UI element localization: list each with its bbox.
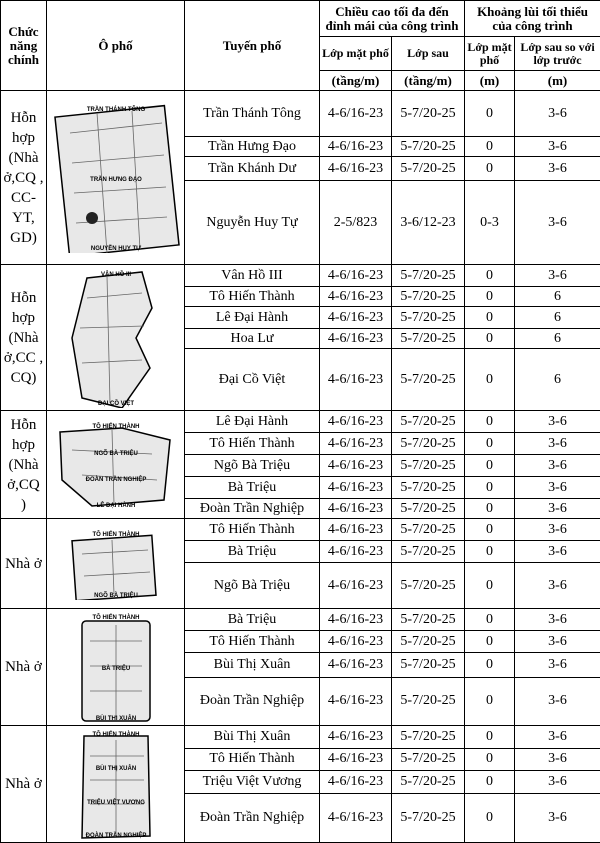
setback-front-cell: 0 (465, 287, 515, 307)
height-back-cell: 5-7/20-25 (392, 287, 465, 307)
height-front-cell: 4-6/16-23 (320, 433, 392, 455)
setback-back-cell: 3-6 (515, 157, 600, 181)
header-setback: Khoảng lùi tối thiểu của công trình (465, 1, 600, 37)
map-street-label: VÂN HỒ III (100, 271, 130, 278)
setback-back-cell: 3-6 (515, 609, 600, 631)
street-cell: Ngõ Bà Triệu (185, 563, 320, 609)
street-cell: Trần Hưng Đạo (185, 137, 320, 157)
setback-back-cell: 6 (515, 349, 600, 411)
header-height-back: Lớp sau (392, 37, 465, 71)
setback-back-cell: 3-6 (515, 181, 600, 265)
height-front-cell: 4-6/16-23 (320, 91, 392, 137)
height-back-cell: 5-7/20-25 (392, 793, 465, 842)
setback-back-cell: 3-6 (515, 631, 600, 653)
unit-setback-front: (m) (465, 71, 515, 91)
height-front-cell: 4-6/16-23 (320, 563, 392, 609)
setback-front-cell: 0-3 (465, 181, 515, 265)
setback-front-cell: 0 (465, 677, 515, 725)
map-street-label: TRIỆU VIỆT VƯƠNG (87, 798, 145, 806)
setback-back-cell: 3-6 (515, 477, 600, 499)
setback-front-cell: 0 (465, 137, 515, 157)
setback-back-cell: 6 (515, 307, 600, 329)
setback-back-cell: 3-6 (515, 541, 600, 563)
block-map (47, 91, 185, 265)
street-cell: Nguyễn Huy Tự (185, 181, 320, 265)
function-cell: Hỗn hợp (Nhà ở,CQ , CC- YT, GD) (1, 91, 47, 265)
header-height-front: Lớp mặt phố (320, 37, 392, 71)
table-row (1, 265, 600, 287)
setback-front-cell: 0 (465, 631, 515, 653)
block-map-image (52, 528, 180, 600)
setback-back-cell: 3-6 (515, 563, 600, 609)
setback-front-cell: 0 (465, 433, 515, 455)
map-street-label: TÔ HIẾN THÀNH (92, 530, 139, 538)
setback-front-cell: 0 (465, 499, 515, 519)
height-front-cell: 4-6/16-23 (320, 726, 392, 749)
block-map (47, 726, 185, 843)
function-cell: Nhà ở (1, 609, 47, 726)
height-front-cell: 4-6/16-23 (320, 411, 392, 433)
unit-height-front: (tầng/m) (320, 71, 392, 91)
function-cell: Hỗn hợp (Nhà ở,CC , CQ) (1, 265, 47, 411)
street-cell: Ngõ Bà Triệu (185, 455, 320, 477)
setback-front-cell: 0 (465, 748, 515, 771)
block-map-image (52, 420, 180, 510)
table-row (1, 609, 600, 631)
table-row (1, 91, 600, 137)
setback-back-cell: 6 (515, 329, 600, 349)
street-cell: Đoàn Trần Nghiệp (185, 793, 320, 842)
setback-front-cell: 0 (465, 653, 515, 677)
street-cell: Triệu Việt Vương (185, 771, 320, 794)
height-front-cell: 4-6/16-23 (320, 541, 392, 563)
height-back-cell: 5-7/20-25 (392, 519, 465, 541)
street-cell: Trần Khánh Dư (185, 157, 320, 181)
height-back-cell: 5-7/20-25 (392, 91, 465, 137)
street-cell: Tô Hiến Thành (185, 631, 320, 653)
street-cell: Hoa Lư (185, 329, 320, 349)
height-back-cell: 5-7/20-25 (392, 541, 465, 563)
height-back-cell: 5-7/20-25 (392, 157, 465, 181)
street-cell: Đoàn Trần Nghiệp (185, 677, 320, 725)
block-map (47, 265, 185, 411)
height-back-cell: 5-7/20-25 (392, 411, 465, 433)
block-map-image (52, 611, 180, 723)
setback-back-cell: 3-6 (515, 519, 600, 541)
setback-front-cell: 0 (465, 91, 515, 137)
street-cell: Lê Đại Hành (185, 307, 320, 329)
height-front-cell: 4-6/16-23 (320, 157, 392, 181)
setback-back-cell: 3-6 (515, 455, 600, 477)
unit-height-back: (tầng/m) (392, 71, 465, 91)
height-back-cell: 5-7/20-25 (392, 609, 465, 631)
map-street-label: NGUYỄN HUY TỰ (90, 245, 140, 252)
height-front-cell: 4-6/16-23 (320, 771, 392, 794)
street-cell: Bà Triệu (185, 477, 320, 499)
street-cell: Tô Hiến Thành (185, 519, 320, 541)
header-street: Tuyến phố (185, 1, 320, 91)
height-back-cell: 3-6/12-23 (392, 181, 465, 265)
height-back-cell: 5-7/20-25 (392, 631, 465, 653)
height-front-cell: 4-6/16-23 (320, 477, 392, 499)
street-cell: Lê Đại Hành (185, 411, 320, 433)
setback-front-cell: 0 (465, 349, 515, 411)
height-front-cell: 4-6/16-23 (320, 329, 392, 349)
table-body (1, 91, 600, 843)
height-front-cell: 4-6/16-23 (320, 137, 392, 157)
setback-front-cell: 0 (465, 265, 515, 287)
header-setback-back: Lớp sau so với lớp trước (515, 37, 600, 71)
setback-front-cell: 0 (465, 726, 515, 749)
height-back-cell: 5-7/20-25 (392, 477, 465, 499)
setback-front-cell: 0 (465, 307, 515, 329)
map-street-label: TRẦN HƯNG ĐẠO (90, 176, 142, 183)
setback-back-cell: 3-6 (515, 793, 600, 842)
height-back-cell: 5-7/20-25 (392, 748, 465, 771)
map-street-label: NGÕ BÀ TRIỆU (94, 449, 138, 457)
height-front-cell: 4-6/16-23 (320, 677, 392, 725)
street-cell: Vân Hồ III (185, 265, 320, 287)
block-map-image (52, 268, 180, 408)
height-front-cell: 4-6/16-23 (320, 455, 392, 477)
block-map (47, 609, 185, 726)
setback-back-cell: 3-6 (515, 771, 600, 794)
setback-front-cell: 0 (465, 411, 515, 433)
setback-front-cell: 0 (465, 563, 515, 609)
street-cell: Bà Triệu (185, 609, 320, 631)
setback-back-cell: 3-6 (515, 748, 600, 771)
header-block: Ô phố (47, 1, 185, 91)
setback-back-cell: 3-6 (515, 91, 600, 137)
setback-front-cell: 0 (465, 157, 515, 181)
setback-back-cell: 3-6 (515, 411, 600, 433)
map-street-label: TRẦN THÁNH TÔNG (86, 105, 145, 113)
height-back-cell: 5-7/20-25 (392, 265, 465, 287)
map-street-label: TÔ HIẾN THÀNH (92, 730, 139, 738)
setback-front-cell: 0 (465, 329, 515, 349)
setback-back-cell: 6 (515, 287, 600, 307)
header-height: Chiều cao tối đa đến đỉnh mái của công trình (320, 1, 465, 37)
map-street-label: ĐẠI CỒ VIỆT (97, 399, 133, 407)
height-back-cell: 5-7/20-25 (392, 349, 465, 411)
street-cell: Đoàn Trần Nghiệp (185, 499, 320, 519)
map-street-label: ĐOÀN TRẦN NGHIỆP (85, 831, 146, 839)
height-back-cell: 5-7/20-25 (392, 307, 465, 329)
map-street-label: BÙI THỊ XUÂN (95, 765, 135, 772)
height-front-cell: 4-6/16-23 (320, 653, 392, 677)
street-cell: Trần Thánh Tông (185, 91, 320, 137)
height-back-cell: 5-7/20-25 (392, 653, 465, 677)
block-map (47, 519, 185, 609)
header-function: Chức năng chính (1, 1, 47, 91)
setback-front-cell: 0 (465, 793, 515, 842)
height-back-cell: 5-7/20-25 (392, 455, 465, 477)
height-back-cell: 5-7/20-25 (392, 499, 465, 519)
map-street-label: TÔ HIẾN THÀNH (92, 613, 139, 621)
block-map-image (52, 103, 180, 253)
street-cell: Đại Cồ Việt (185, 349, 320, 411)
height-back-cell: 5-7/20-25 (392, 771, 465, 794)
setback-back-cell: 3-6 (515, 726, 600, 749)
height-front-cell: 4-6/16-23 (320, 307, 392, 329)
setback-front-cell: 0 (465, 477, 515, 499)
height-front-cell: 2-5/823 (320, 181, 392, 265)
height-front-cell: 4-6/16-23 (320, 287, 392, 307)
height-back-cell: 5-7/20-25 (392, 677, 465, 725)
height-front-cell: 4-6/16-23 (320, 265, 392, 287)
street-cell: Bùi Thị Xuân (185, 726, 320, 749)
table-row (1, 726, 600, 749)
function-cell: Hỗn hợp (Nhà ở,CQ ) (1, 411, 47, 519)
map-street-label: LÊ ĐẠI HÀNH (96, 501, 135, 509)
height-front-cell: 4-6/16-23 (320, 349, 392, 411)
map-street-label: BÙI THỊ XUÂN (95, 715, 135, 722)
height-front-cell: 4-6/16-23 (320, 748, 392, 771)
street-cell: Tô Hiến Thành (185, 748, 320, 771)
height-back-cell: 5-7/20-25 (392, 433, 465, 455)
map-street-label: TÔ HIẾN THÀNH (92, 422, 139, 430)
street-cell: Bà Triệu (185, 541, 320, 563)
setback-front-cell: 0 (465, 609, 515, 631)
map-street-label: NGÕ BÀ TRIỆU (94, 591, 138, 599)
street-cell: Tô Hiến Thành (185, 287, 320, 307)
function-cell: Nhà ở (1, 726, 47, 843)
height-front-cell: 4-6/16-23 (320, 499, 392, 519)
height-front-cell: 4-6/16-23 (320, 609, 392, 631)
height-back-cell: 5-7/20-25 (392, 137, 465, 157)
setback-back-cell: 3-6 (515, 265, 600, 287)
table-row (1, 411, 600, 433)
map-street-label: ĐOÀN TRẦN NGHIỆP (85, 475, 146, 483)
height-back-cell: 5-7/20-25 (392, 563, 465, 609)
unit-setback-back: (m) (515, 71, 600, 91)
setback-back-cell: 3-6 (515, 653, 600, 677)
height-front-cell: 4-6/16-23 (320, 631, 392, 653)
setback-front-cell: 0 (465, 541, 515, 563)
map-street-label: BÀ TRIỆU (101, 664, 129, 672)
table-row (1, 519, 600, 541)
setback-front-cell: 0 (465, 455, 515, 477)
setback-back-cell: 3-6 (515, 677, 600, 725)
setback-back-cell: 3-6 (515, 433, 600, 455)
setback-back-cell: 3-6 (515, 137, 600, 157)
street-cell: Bùi Thị Xuân (185, 653, 320, 677)
setback-back-cell: 3-6 (515, 499, 600, 519)
setback-front-cell: 0 (465, 519, 515, 541)
street-cell: Tô Hiến Thành (185, 433, 320, 455)
block-map (47, 411, 185, 519)
function-cell: Nhà ở (1, 519, 47, 609)
height-back-cell: 5-7/20-25 (392, 329, 465, 349)
height-front-cell: 4-6/16-23 (320, 793, 392, 842)
block-map-image (52, 728, 180, 840)
height-back-cell: 5-7/20-25 (392, 726, 465, 749)
setback-front-cell: 0 (465, 771, 515, 794)
header-setback-front: Lớp mặt phố (465, 37, 515, 71)
height-front-cell: 4-6/16-23 (320, 519, 392, 541)
